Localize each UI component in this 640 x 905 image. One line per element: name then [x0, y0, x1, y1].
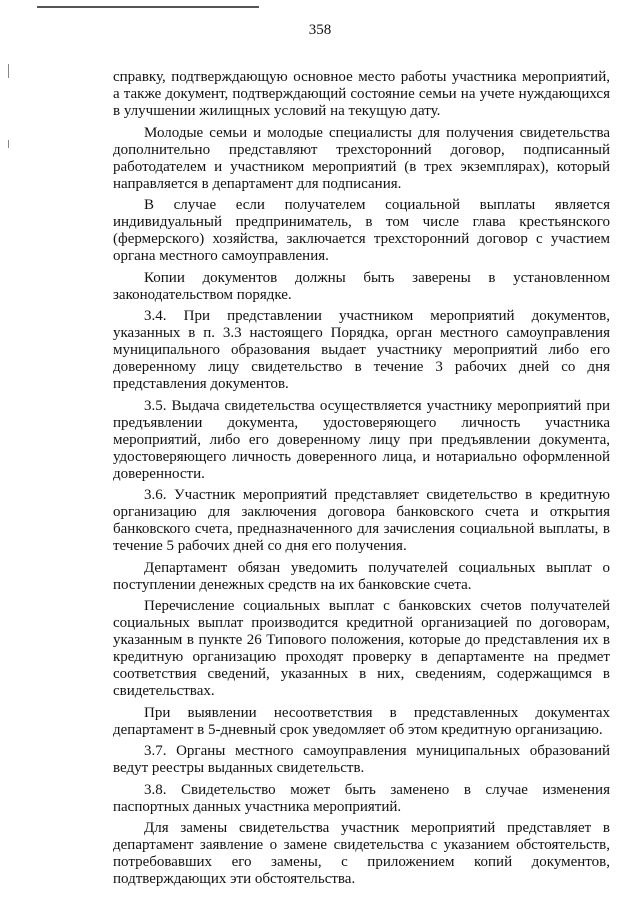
paragraph: Перечисление социальных выплат с банковских счетов получателей социальных выплат производится кредитной организацией по договорам, указанным в пункте 26 Типового положения, которые до представления их в кредитную организацию проходят проверку в департаменте на предмет соответствия сведений, указанных в них, сведениям, содержащимся в свидетельствах.: [113, 598, 610, 699]
paragraph: Для замены свидетельства участник мероприятий представляет в департамент заявление о замене свидетельства с указанием обстоятельств, потребовавших его замены, с приложением копий документов, подтверждающих эти обстоятельства.: [113, 820, 610, 887]
paragraph: При выявлении несоответствия в представленных документах департамент в 5-дневный срок уведомляет об этом кредитную организацию.: [113, 704, 610, 738]
document-body: [113, 69, 610, 893]
page-number: 358: [308, 22, 332, 38]
paragraph: Копии документов должны быть заверены в установленном законодательством порядке.: [113, 269, 610, 303]
paragraph: 3.5. Выдача свидетельства осуществляется участнику мероприятий при предъявлении документа, удостоверяющего личность участника мероприятий, либо его доверенному лицу при предъявлении документа, удостоверяющего личность доверенного лица, и нотариально оформленной доверенности.: [113, 397, 610, 482]
paragraph: 3.8. Свидетельство может быть заменено в случае изменения паспортных данных участника мероприятий.: [113, 781, 610, 815]
paragraph: В случае если получателем социальной выплаты является индивидуальный предприниматель, в том числе глава крестьянского (фермерского) хозяйства, заключается трехсторонний договор с участием органа местного самоуправления.: [113, 197, 610, 264]
scan-mark: [8, 140, 9, 148]
scan-mark: [8, 64, 9, 78]
paragraph: Молодые семьи и молодые специалисты для получения свидетельства дополнительно представляют трехсторонний договор, подписанный работодателем и участником мероприятий (в трех экземплярах), который направляется в департамент для подписания.: [113, 124, 610, 192]
paragraph: 3.7. Органы местного самоуправления муниципальных образований ведут реестры выданных свидетельств.: [113, 743, 610, 776]
paragraph: 3.6. Участник мероприятий представляет свидетельство в кредитную организацию для заключения договора банковского счета и открытия банковского счета, предназначенного для зачисления социальной выплаты, в течение 5 рабочих дней со дня его получения.: [113, 487, 610, 554]
top-rule: [37, 6, 259, 8]
paragraph: 3.4. При представлении участником мероприятий документов, указанных в п. 3.3 настоящего Порядка, орган местного самоуправления муниципального образования выдает участнику мероприятий либо его доверенному лицу свидетельство в течение 3 рабочих дней со дня представления документов.: [113, 308, 610, 392]
paragraph: Департамент обязан уведомить получателей социальных выплат о поступлении денежных средств на их банковские счета.: [113, 559, 610, 593]
paragraph: справку, подтверждающую основное место работы участника мероприятий, а также документ, подтверждающий состояние семьи на учете нуждающихся в улучшении жилищных условий на текущую дату.: [113, 69, 610, 119]
